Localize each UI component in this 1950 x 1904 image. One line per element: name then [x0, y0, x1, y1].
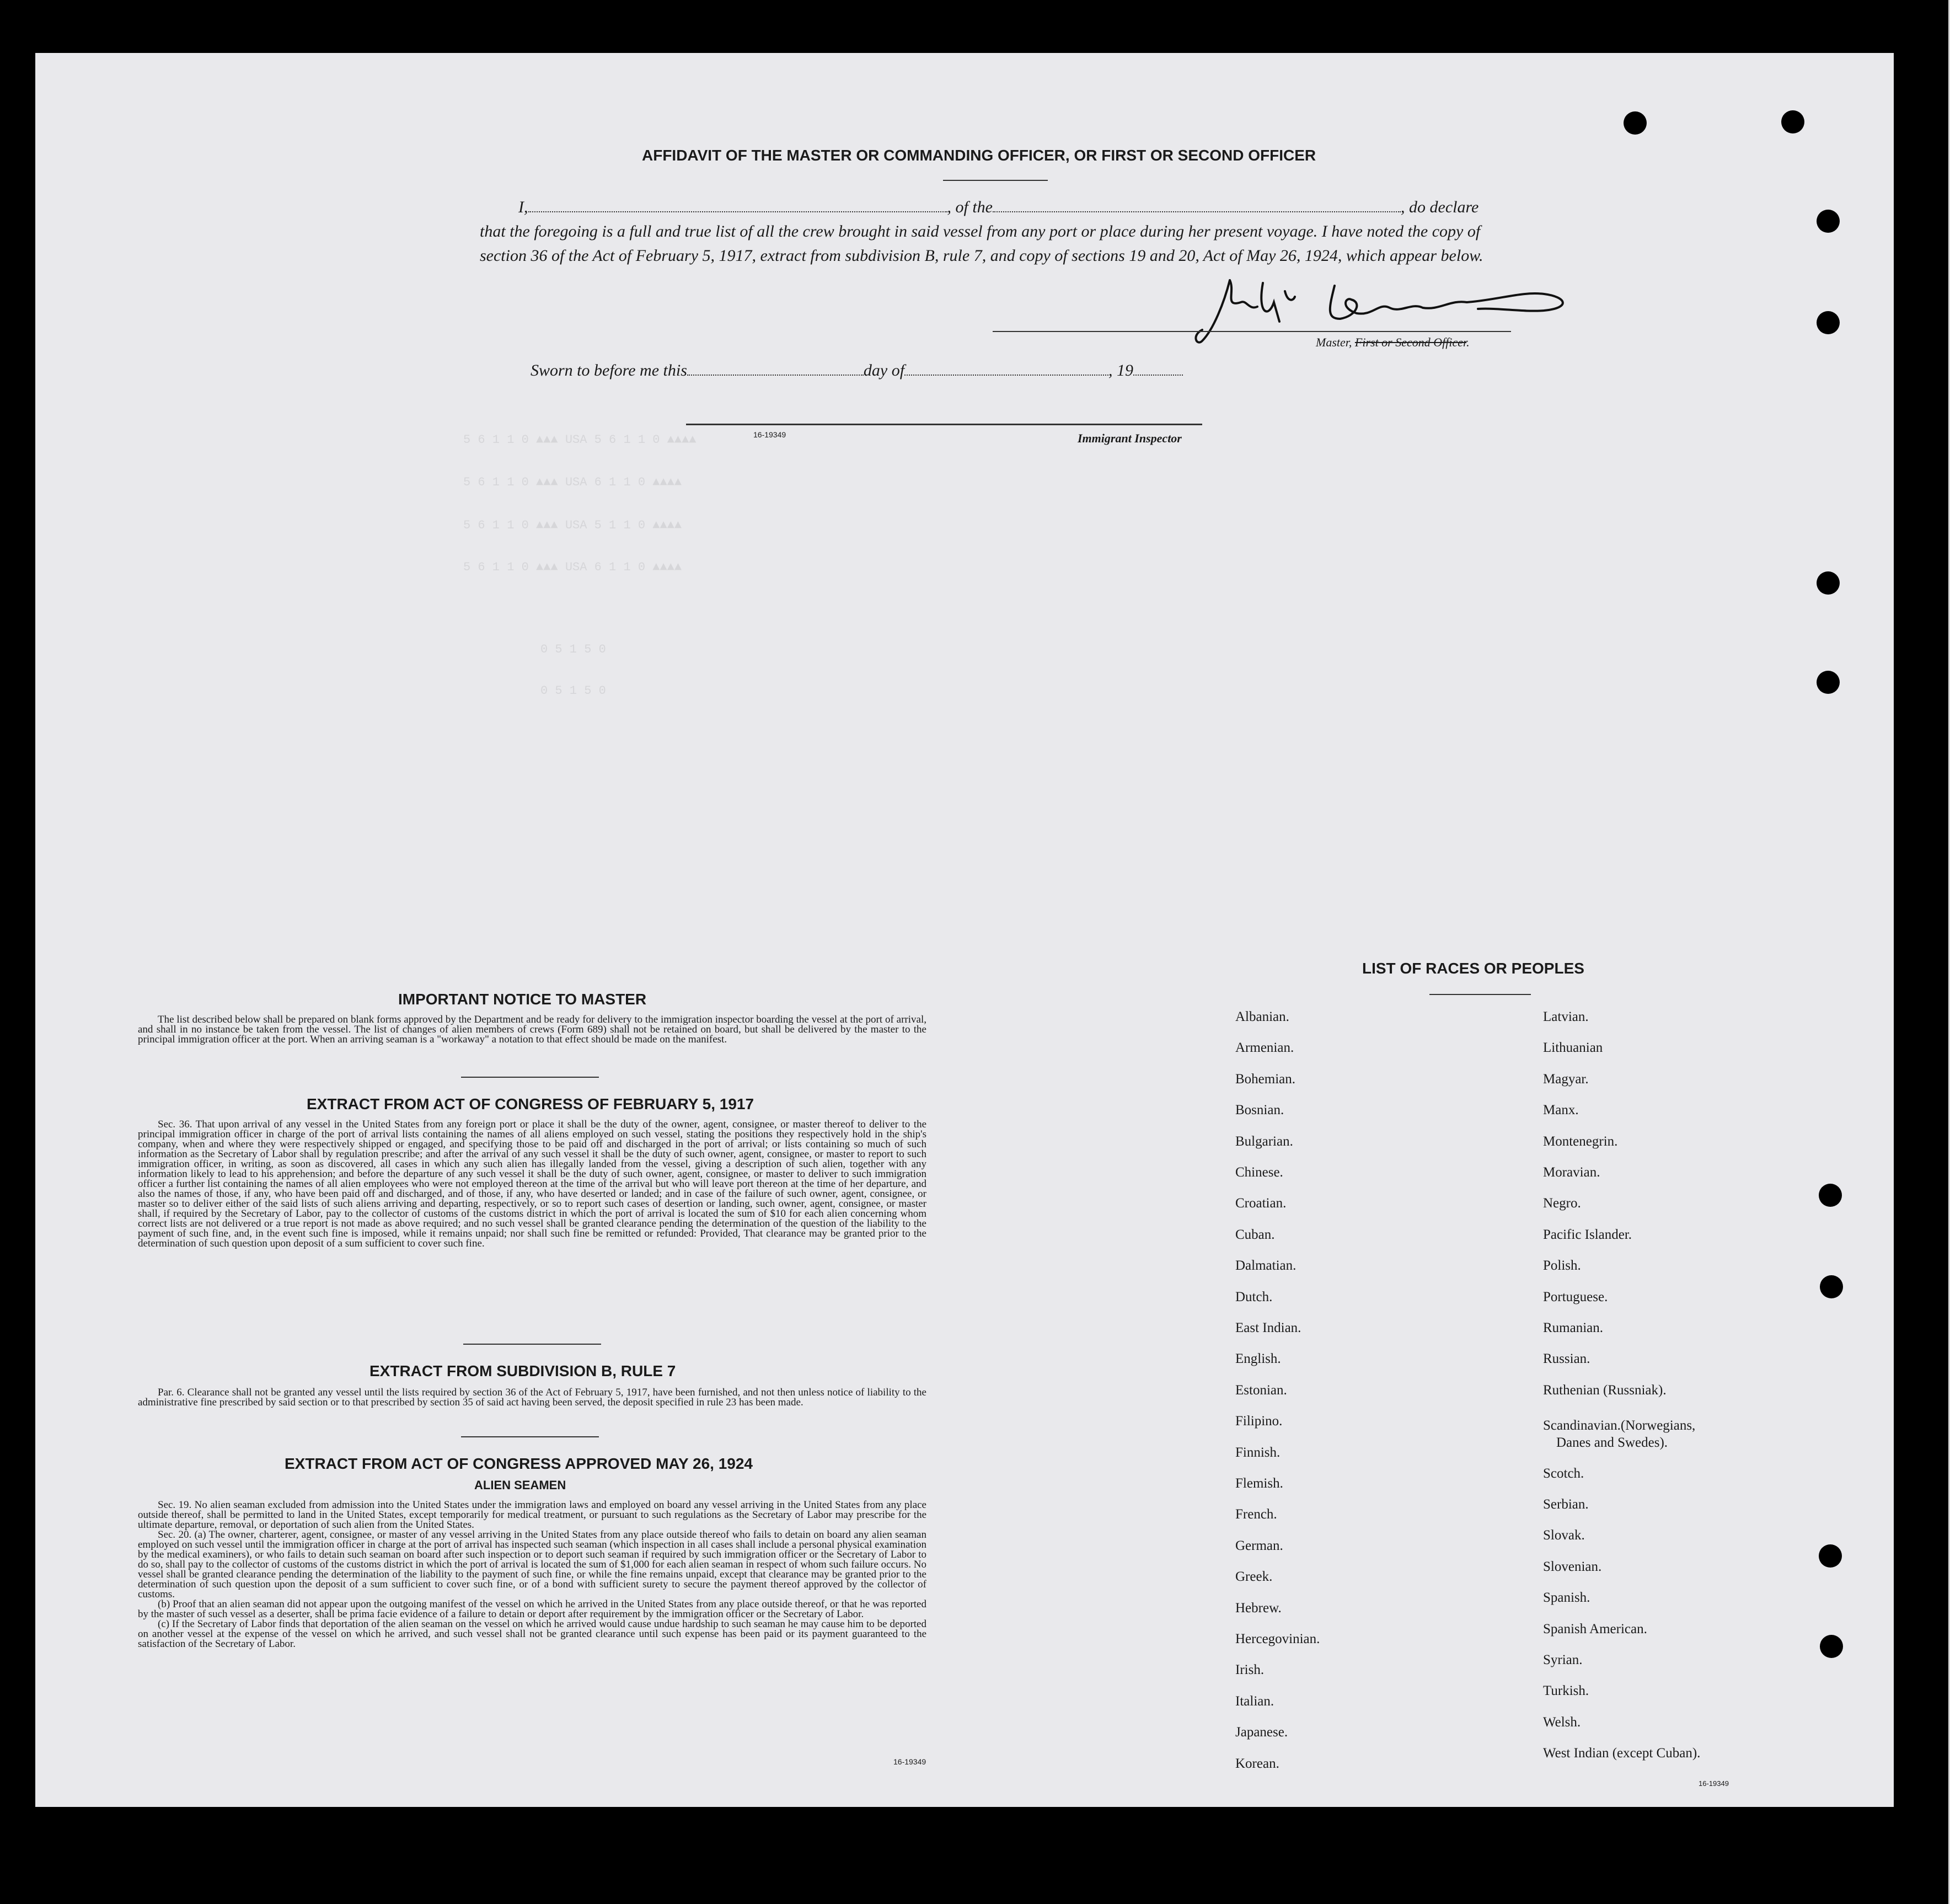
race-item: Bulgarian. — [1235, 1133, 1293, 1149]
name-field[interactable] — [528, 201, 947, 212]
inspector-label: Immigrant Inspector — [1078, 431, 1182, 445]
race-item: Pacific Islander. — [1543, 1227, 1632, 1242]
label-sworn: Sworn to before me this — [531, 361, 687, 379]
races-form-number: 16-19349 — [1699, 1779, 1729, 1788]
race-item: Welsh. — [1543, 1714, 1581, 1730]
race-item: Ruthenian (Russniak). — [1543, 1382, 1667, 1398]
year-field[interactable] — [1133, 365, 1183, 376]
extract-1924-subtitle: ALIEN SEAMEN — [474, 1478, 566, 1492]
punch-hole — [1817, 210, 1840, 233]
label-of-the: , of the — [947, 198, 993, 216]
race-item: Manx. — [1543, 1103, 1579, 1118]
sec-20c: (c) If the Secretary of Labor finds that deportation of the alien seaman on the vessel on which he arrived would cause undue hardship to such seaman he may cause him to be deported on another vessel at the expense of the vessel on which he arrived, and such vessel shall not be granted clearance until such expense has been paid or its payment guaranteed to the satisfaction of the Secretary of Labor. — [138, 1618, 926, 1650]
race-item: Moravian. — [1543, 1165, 1600, 1180]
race-item: Finnish. — [1235, 1445, 1281, 1460]
race-item: Croatian. — [1235, 1196, 1287, 1211]
race-item: Korean. — [1235, 1756, 1279, 1771]
sec-20b: (b) Proof that an alien seaman did not appear upon the outgoing manifest of the vessel on which he arrived in the United States from any place outside thereof, or that he was reported by the master of such vessel as a deserter, shall be prima facie evidence of a failure to detain or deport after requirement by the immigration officer or the Secretary of Labor. — [138, 1598, 926, 1620]
race-item: Dutch. — [1235, 1289, 1273, 1304]
race-item: Spanish. — [1543, 1590, 1590, 1606]
race-item: Albanian. — [1235, 1009, 1289, 1024]
race-item: Filipino. — [1235, 1414, 1283, 1429]
punch-hole — [1819, 1184, 1842, 1207]
race-item: Japanese. — [1235, 1725, 1288, 1740]
race-item: Estonian. — [1235, 1382, 1287, 1398]
extract-1917-text: Sec. 36. That upon arrival of any vessel in the United States from any foreign port or place it shall be the duty of the owner, agent, consignee, or master thereof to deliver to the principal immigration officer in charge of the port of arrival lists containing the names of all aliens employed on such vessel, stating the positions they respectively hold in the ship's company, when and where they were respectively shipped or engaged, and specifying those to be paid off and discharged in the port of arrival; or lists containing so much of such information as the Secretary of Labor shall by regulation prescribe; and after the arrival of any such vessel it shall be the duty of such owner, agent, consignee, or master to report to such immigration officer, in writing, as soon as discovered, all cases in which any such alien has illegally landed from the vessel, giving a description of such alien, together with any information likely to lead to his apprehension; and before the departure of any such vessel it shall be the duty of such owner, agent, consignee, or master to deliver to such immigration officer a further list containing the names of all alien employees who were not employed thereon at the time of the arrival but who will leave port thereon at the time of her departure, and also the names of those, if any, who have been paid off and discharged, and of those, if any, who have deserted or landed; and in case of the failure of such owner, agent, consignee, or master so to deliver either of the said lists of such aliens arriving and departing, respectively, or so to report such cases of desertion or landing, such owner, agent, consignee, or master shall, if required by the Secretary of Labor, pay to the collector of customs of the customs district in which the port of arrival is located the sum of $10 for each alien concerning whom correct lists are not delivered or a true report is not made as above required; and no such vessel shall be granted clearance pending the determination of the question of the liability to the payment of such fine, and, in the event such fine is imposed, while it remains unpaid; nor shall such fine be remitted or refunded: Provided, That clearance may be granted prior to the determination of such question upon deposit of a sum sufficient to cover such fine. — [138, 1119, 926, 1249]
punch-hole — [1820, 1635, 1843, 1658]
vessel-field[interactable] — [993, 201, 1401, 212]
race-item: Armenian. — [1235, 1040, 1294, 1056]
race-item: Greek. — [1235, 1569, 1273, 1585]
race-item: Serbian. — [1543, 1497, 1589, 1512]
race-item: Scandinavian.(Norwegians, — [1543, 1418, 1696, 1434]
month-field[interactable] — [904, 365, 1108, 376]
race-item: Spanish American. — [1543, 1621, 1647, 1636]
races-rule — [1429, 994, 1531, 995]
race-item: Scotch. — [1543, 1466, 1584, 1481]
punch-hole — [1817, 671, 1840, 694]
race-scandinavian-cont: Danes and Swedes). — [1556, 1435, 1668, 1450]
race-item: Latvian. — [1543, 1009, 1589, 1024]
race-item: Montenegrin. — [1543, 1133, 1618, 1149]
extract-1917-title: EXTRACT FROM ACT OF CONGRESS OF FEBRUARY 5, 1917 — [307, 1095, 754, 1113]
rule7-title: EXTRACT FROM SUBDIVISION B, RULE 7 — [369, 1362, 676, 1379]
label-day-of: day of — [863, 361, 905, 379]
punch-hole — [1820, 1275, 1843, 1298]
race-item: Lithuanian — [1543, 1040, 1603, 1056]
race-item: Chinese. — [1235, 1165, 1283, 1180]
race-item: Hebrew. — [1235, 1600, 1282, 1616]
race-item: Portuguese. — [1543, 1289, 1608, 1304]
race-item: Cuban. — [1235, 1227, 1275, 1242]
race-item: Irish. — [1235, 1662, 1265, 1678]
race-item: Dalmatian. — [1235, 1258, 1297, 1274]
race-item: Magyar. — [1543, 1071, 1589, 1087]
race-item: English. — [1235, 1351, 1281, 1367]
sworn-line — [531, 359, 1183, 383]
affidavit-title: AFFIDAVIT OF THE MASTER OR COMMANDING OFFICER, OR FIRST OR SECOND OFFICER — [642, 147, 1316, 164]
race-item: Russian. — [1543, 1351, 1590, 1367]
race-item: Slovenian. — [1543, 1559, 1602, 1574]
race-item: Polish. — [1543, 1258, 1581, 1274]
signature-line — [993, 331, 1511, 332]
race-item: East Indian. — [1235, 1320, 1301, 1335]
races-title: LIST OF RACES OR PEOPLES — [1362, 960, 1584, 977]
rule7-text: Par. 6. Clearance shall not be granted any vessel until the lists required by section 36 of the Act of February 5, 1917, have been furnished, and not then unless notice of liability to the administrative fine prescribed by said section or to that prescribed by section 35 of said act having been served, the deposit specified in rule 23 has been made. — [138, 1387, 926, 1408]
race-item: Syrian. — [1543, 1652, 1583, 1667]
race-item: German. — [1235, 1538, 1283, 1553]
punch-hole — [1781, 110, 1804, 133]
inspector-line — [686, 424, 1202, 425]
rule7-rule — [461, 1436, 599, 1437]
race-item: Slovak. — [1543, 1528, 1585, 1543]
extract-1924-title: EXTRACT FROM ACT OF CONGRESS APPROVED MAY 26, 1924 — [285, 1455, 753, 1472]
race-item: Flemish. — [1235, 1476, 1283, 1491]
day-field[interactable] — [687, 365, 864, 376]
label-i: I, — [518, 198, 528, 216]
sec-20a: Sec. 20. (a) The owner, charterer, agent, consignee, or master of any vessel arriving in the United States from any place outside thereof who fails to detain on board any alien seaman employed on such vessel until the immigration officer in charge at the port of arrival has inspected such seaman (which inspection in all cases shall include a personal physical examination by the medical examiners), or who fails to detain such seaman on board after such inspection or to deport such seaman if required by such immigration officer or the Secretary of Labor to do so, shall pay to the collector of customs of the customs district in which the port of arrival is located the sum of $1,000 for each alien seaman in respect of whom such failure occurs. No vessel shall be granted clearance pending the determination of the liability to the payment of such fine, or while the fine remains unpaid, except that clearance may be granted prior to the determination of such question upon the deposit of a sum sufficient to cover such fine, or of a bond with sufficient surety to secure the payment thereof approved by the collector of customs. — [138, 1529, 926, 1600]
race-item: French. — [1235, 1507, 1277, 1522]
race-item: Bosnian. — [1235, 1103, 1284, 1118]
punch-hole — [1817, 311, 1840, 334]
punch-hole — [1819, 1544, 1842, 1568]
race-item: Rumanian. — [1543, 1320, 1604, 1335]
notice-text: The list described below shall be prepared on blank forms approved by the Department and be ready for delivery to the immigration inspector boarding the vessel at the port of arrival, and shall in no instance be taken from the vessel. The list of changes of alien members of crews (Form 689) shall not be retained on board, but shall be delivered by the master to the principal immigration officer at the port. When an arriving seaman is a "workaway" a notation to that effect should be made on the manifest. — [138, 1014, 926, 1045]
race-item: West Indian (except Cuban). — [1543, 1746, 1701, 1761]
extract-form-number: 16-19349 — [893, 1757, 926, 1766]
punch-hole — [1624, 111, 1647, 135]
extract-1917-rule — [463, 1344, 601, 1345]
race-item: Negro. — [1543, 1196, 1581, 1211]
affidavit-declaration-line — [518, 195, 1511, 220]
affidavit-body: that the foregoing is a full and true list of all the crew brought in said vessel from any port or place during her present voyage. I have noted the copy of section 36 of the Act of February 5, 1917, extract from subdivision B, rule 7, and copy of sections 19 and 20, Act of May 26, 1924, which appear below. — [480, 222, 1483, 265]
signer-title: Master, First or Second Officer. — [1316, 335, 1470, 349]
race-item: Hercegovinian. — [1235, 1632, 1320, 1646]
race-item: Italian. — [1235, 1693, 1274, 1709]
title-rule — [943, 180, 1048, 181]
label-year: , 19 — [1108, 361, 1134, 379]
race-item: Turkish. — [1543, 1683, 1589, 1699]
sec-19: Sec. 19. No alien seaman excluded from admission into the United States under the immigration laws and employed on board any vessel arriving in the United States from any place outside thereof, shall be permitted to land in the United States, except temporarily for medical treatment, or pursuant to such regulations as the Secretary of Labor may prescribe for the ultimate departure, removal, or deportation of such alien from the United States. — [138, 1499, 926, 1531]
punch-hole — [1817, 571, 1840, 595]
label-do-declare: , do declare — [1401, 198, 1479, 216]
extract-1924-text — [138, 1500, 926, 1649]
notice-rule — [461, 1077, 599, 1078]
struck-text: First or Second Officer — [1354, 335, 1467, 349]
race-item: Bohemian. — [1235, 1071, 1296, 1087]
notice-title: IMPORTANT NOTICE TO MASTER — [398, 991, 647, 1008]
affidavit-form-number: 16-19349 — [753, 430, 786, 439]
